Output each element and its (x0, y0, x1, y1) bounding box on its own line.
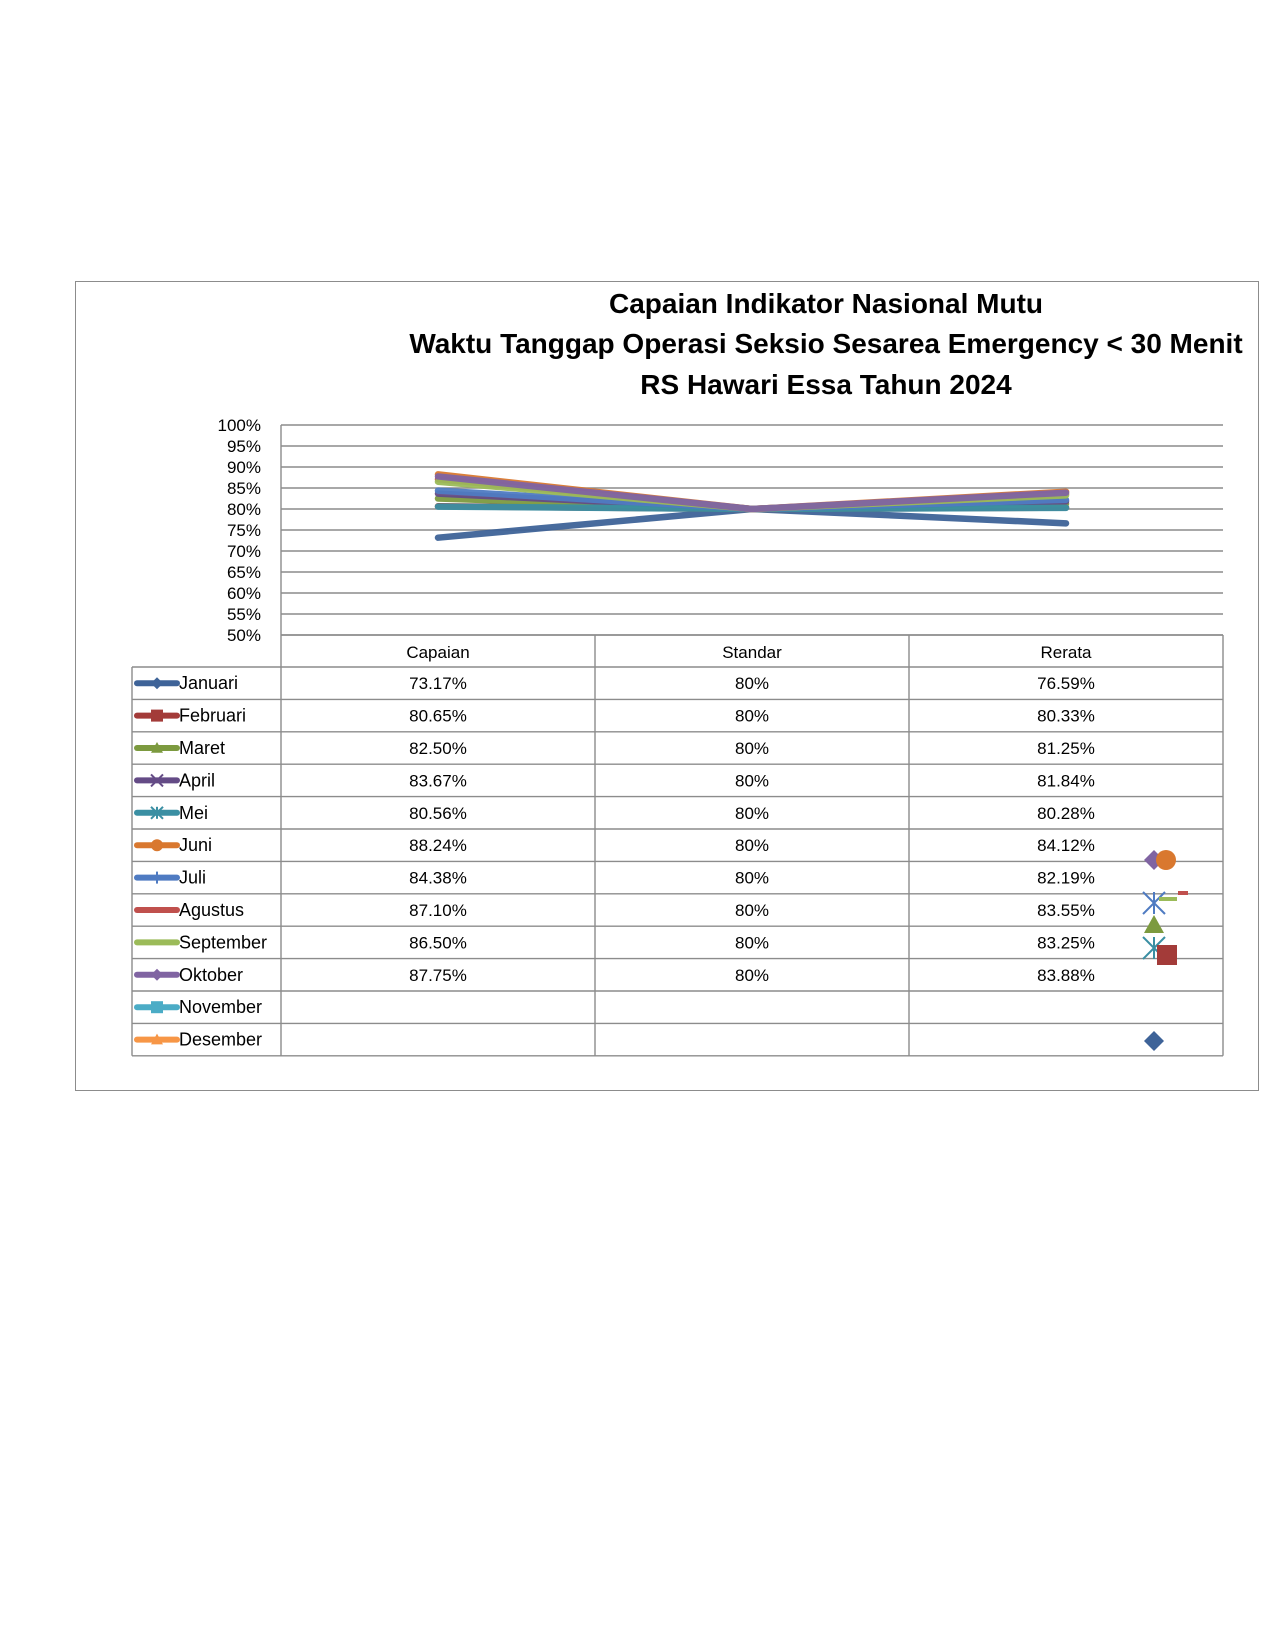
stray-marker (1159, 897, 1177, 901)
y-tick-label: 80% (226, 500, 261, 519)
series-line-januari (438, 509, 1066, 538)
y-tick-label: 90% (226, 458, 261, 477)
stray-marker (1144, 1031, 1164, 1051)
y-tick-label: 60% (226, 584, 261, 603)
cell-april-standar: 80% (734, 771, 770, 791)
cell-agustus-capaian: 87.10% (409, 901, 467, 920)
legend-label-januari: Januari (179, 673, 239, 694)
legend-marker-november (151, 1001, 163, 1013)
cell-februari-standar: 80% (734, 706, 770, 726)
cell-mei-standar: 80% (734, 803, 770, 823)
stray-marker (1156, 850, 1176, 870)
y-tick-label: 65% (226, 563, 261, 582)
cell-juli-capaian: 84.38% (409, 868, 467, 888)
cell-juni-capaian: 88.24% (409, 836, 467, 856)
legend-label-juli: Juli (179, 867, 207, 888)
cell-mei-rerata: 80.28% (1037, 803, 1095, 823)
cell-juni-standar: 80% (734, 836, 770, 856)
cell-september-standar: 80% (734, 933, 770, 953)
cell-oktober-capaian: 87.75% (409, 965, 467, 985)
legend-label-agustus: Agustus (179, 900, 245, 920)
stray-marker (1144, 915, 1164, 933)
legend-marker-januari (151, 677, 163, 689)
legend-label-mei: Mei (179, 802, 209, 823)
stray-markers-layer (1143, 850, 1188, 1051)
stray-marker (1178, 891, 1188, 895)
cell-januari-standar: 80% (734, 674, 770, 694)
cell-mei-capaian: 80.56% (409, 803, 467, 823)
y-tick-label: 95% (226, 437, 261, 456)
legend-label-februari: Februari (179, 705, 247, 726)
stray-marker (1157, 945, 1177, 965)
legend-label-oktober: Oktober (179, 964, 244, 985)
legend-marker-juni (151, 839, 163, 851)
data-table-layer (132, 635, 1223, 1056)
legend-label-november: November (179, 997, 263, 1018)
y-tick-label: 100% (217, 416, 261, 435)
category-header-capaian: Capaian (406, 643, 470, 662)
legend-label-april: April (179, 770, 216, 791)
y-tick-label: 75% (226, 521, 261, 540)
cell-april-capaian: 83.67% (409, 771, 467, 791)
chart-title-line-3: RS Hawari Essa Tahun 2024 (640, 369, 1012, 400)
legend-label-desember: Desember (179, 1029, 263, 1050)
cell-januari-capaian: 73.17% (409, 674, 467, 694)
y-tick-label: 55% (226, 605, 261, 624)
cell-januari-rerata: 76.59% (1037, 674, 1095, 694)
cell-maret-standar: 80% (734, 739, 770, 758)
cell-september-rerata: 83.25% (1037, 933, 1095, 953)
y-tick-label: 85% (226, 479, 261, 498)
cell-juli-standar: 80% (734, 868, 770, 888)
cell-april-rerata: 81.84% (1037, 771, 1095, 791)
chart-title-line-2: Waktu Tanggap Operasi Seksio Sesarea Emergency < 30 Menit (409, 328, 1243, 359)
grid-layer (281, 425, 1223, 635)
chart-title-line-1: Capaian Indikator Nasional Mutu (608, 288, 1044, 319)
cell-maret-capaian: 82.50% (409, 739, 467, 758)
legend-label-juni: Juni (179, 835, 213, 856)
legend-marker-agustus (151, 908, 163, 912)
y-axis-layer (218, 416, 281, 645)
category-header-rerata: Rerata (1040, 643, 1092, 662)
cell-agustus-rerata: 83.55% (1037, 901, 1095, 920)
cell-juni-rerata: 84.12% (1037, 836, 1095, 856)
cell-agustus-standar: 80% (734, 901, 770, 920)
legend-marker-februari (151, 710, 163, 722)
cell-oktober-standar: 80% (734, 965, 770, 985)
legend-label-maret: Maret (179, 738, 226, 758)
cell-september-capaian: 86.50% (409, 933, 467, 953)
y-tick-label: 70% (226, 542, 261, 561)
legend-marker-oktober (151, 969, 163, 981)
legend-label-september: September (179, 932, 268, 953)
category-header-standar: Standar (722, 643, 782, 662)
cell-maret-rerata: 81.25% (1037, 739, 1095, 758)
cell-februari-rerata: 80.33% (1037, 706, 1095, 726)
cell-februari-capaian: 80.65% (409, 706, 467, 726)
y-tick-label: 50% (226, 626, 261, 645)
cell-juli-rerata: 82.19% (1037, 868, 1095, 888)
series-lines-layer (438, 474, 1066, 537)
cell-oktober-rerata: 83.88% (1037, 965, 1095, 985)
